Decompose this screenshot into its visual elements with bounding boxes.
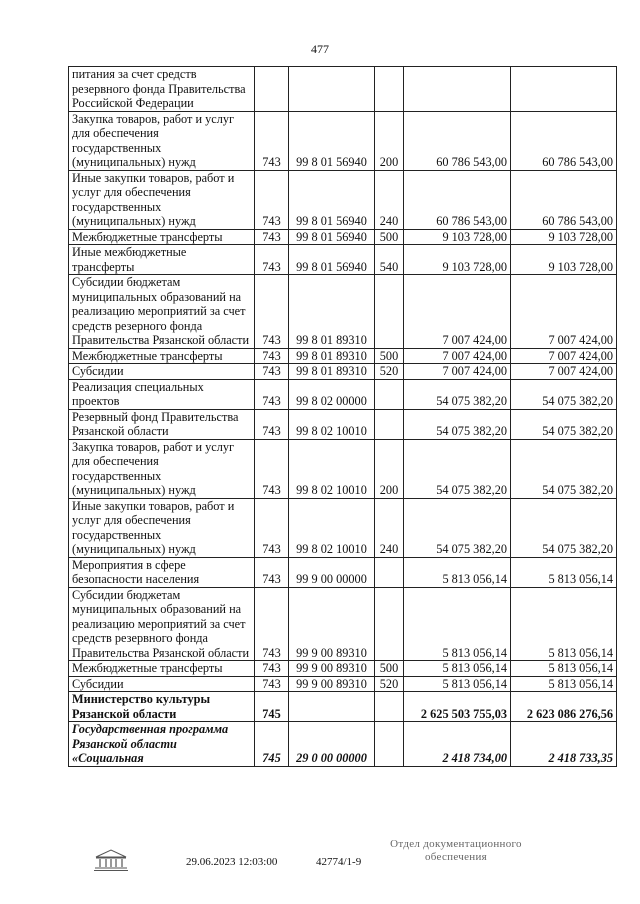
row-sum-2023-cell: 54 075 382,20 [404, 498, 511, 557]
row-org-code-cell: 743 [255, 111, 289, 170]
row-expense-type-cell [375, 692, 404, 722]
row-sum-2024-cell: 60 786 543,00 [511, 170, 617, 229]
row-org-code-cell: 743 [255, 379, 289, 409]
row-name-cell: Реализация специальных проектов [69, 379, 255, 409]
row-expense-type-cell [375, 379, 404, 409]
row-sum-2024-cell: 5 813 056,14 [511, 661, 617, 677]
row-sum-2023-cell: 5 813 056,14 [404, 557, 511, 587]
row-target-article-cell [289, 67, 375, 112]
row-target-article-cell: 99 8 01 56940 [289, 245, 375, 275]
row-expense-type-cell: 200 [375, 439, 404, 498]
row-org-code-cell: 743 [255, 170, 289, 229]
row-sum-2024-cell: 54 075 382,20 [511, 439, 617, 498]
row-org-code-cell: 743 [255, 676, 289, 692]
row-expense-type-cell: 500 [375, 348, 404, 364]
row-name-cell: Государственная программа Рязанской области «Социальная [69, 722, 255, 767]
row-sum-2024-cell: 2 623 086 276,56 [511, 692, 617, 722]
row-target-article-cell: 99 8 01 89310 [289, 348, 375, 364]
row-sum-2024-cell: 9 103 728,00 [511, 229, 617, 245]
row-target-article-cell: 99 9 00 89310 [289, 587, 375, 661]
row-name-cell: Межбюджетные трансферты [69, 229, 255, 245]
row-expense-type-cell [375, 587, 404, 661]
row-sum-2023-cell: 7 007 424,00 [404, 348, 511, 364]
row-expense-type-cell: 540 [375, 245, 404, 275]
row-expense-type-cell: 200 [375, 111, 404, 170]
row-target-article-cell [289, 692, 375, 722]
row-sum-2023-cell: 60 786 543,00 [404, 170, 511, 229]
row-sum-2024-cell: 2 418 733,35 [511, 722, 617, 767]
stamp-line-2: обеспечения [424, 851, 488, 863]
footer-date: 29.06.2023 12:03:00 [186, 856, 278, 868]
table-row [69, 498, 617, 557]
row-expense-type-cell [375, 275, 404, 349]
row-expense-type-cell: 520 [375, 676, 404, 692]
table-row [69, 587, 617, 661]
table-row [69, 692, 617, 722]
row-name-cell: Субсидии [69, 676, 255, 692]
row-sum-2024-cell: 5 813 056,14 [511, 587, 617, 661]
row-name-cell: питания за счет средств резервного фонда Правительства Российской Федерации [69, 67, 255, 112]
page-number: 477 [311, 42, 329, 56]
table-row [69, 67, 617, 112]
row-sum-2023-cell: 54 075 382,20 [404, 409, 511, 439]
table-row [69, 275, 617, 349]
row-target-article-cell: 99 8 01 56940 [289, 111, 375, 170]
row-target-article-cell: 99 8 02 10010 [289, 439, 375, 498]
row-org-code-cell [255, 67, 289, 112]
row-sum-2024-cell [511, 67, 617, 112]
table-row [69, 661, 617, 677]
row-org-code-cell: 743 [255, 587, 289, 661]
row-sum-2023-cell: 9 103 728,00 [404, 229, 511, 245]
row-expense-type-cell [375, 409, 404, 439]
row-org-code-cell: 743 [255, 364, 289, 380]
row-name-cell: Резервный фонд Правительства Рязанской области [69, 409, 255, 439]
row-org-code-cell: 743 [255, 275, 289, 349]
row-target-article-cell: 99 8 01 89310 [289, 275, 375, 349]
row-sum-2024-cell: 54 075 382,20 [511, 409, 617, 439]
row-target-article-cell: 99 9 00 89310 [289, 676, 375, 692]
row-expense-type-cell: 500 [375, 229, 404, 245]
row-name-cell: Министерство культуры Рязанской области [69, 692, 255, 722]
table-row [69, 348, 617, 364]
row-sum-2023-cell: 9 103 728,00 [404, 245, 511, 275]
row-org-code-cell: 745 [255, 722, 289, 767]
row-sum-2023-cell: 5 813 056,14 [404, 661, 511, 677]
table-row [69, 722, 617, 767]
row-sum-2023-cell: 2 418 734,00 [404, 722, 511, 767]
row-org-code-cell: 743 [255, 245, 289, 275]
row-sum-2024-cell: 5 813 056,14 [511, 676, 617, 692]
table-row [69, 364, 617, 380]
row-target-article-cell: 29 0 00 00000 [289, 722, 375, 767]
row-sum-2023-cell: 7 007 424,00 [404, 364, 511, 380]
row-target-article-cell: 99 8 02 10010 [289, 409, 375, 439]
row-sum-2024-cell: 54 075 382,20 [511, 498, 617, 557]
row-name-cell: Закупка товаров, работ и услуг для обеспечения государственных (муниципальных) нужд [69, 439, 255, 498]
row-name-cell: Закупка товаров, работ и услуг для обеспечения государственных (муниципальных) нужд [69, 111, 255, 170]
stamp-line-1: Отдел документационного [390, 838, 522, 850]
row-name-cell: Субсидии бюджетам муниципальных образований на реализацию мероприятий за счет средств резервного фонда Правительства Рязанской области [69, 587, 255, 661]
row-name-cell: Субсидии бюджетам муниципальных образований на реализацию мероприятий за счет средств резерного фонда Правительства Рязанской области [69, 275, 255, 349]
row-expense-type-cell [375, 557, 404, 587]
row-expense-type-cell: 240 [375, 498, 404, 557]
row-expense-type-cell [375, 722, 404, 767]
row-target-article-cell: 99 8 01 56940 [289, 229, 375, 245]
budget-table-body [69, 67, 617, 767]
row-target-article-cell: 99 9 00 00000 [289, 557, 375, 587]
row-sum-2024-cell: 5 813 056,14 [511, 557, 617, 587]
row-sum-2024-cell: 54 075 382,20 [511, 379, 617, 409]
row-target-article-cell: 99 8 01 89310 [289, 364, 375, 380]
footer-doc-number: 42774/1-9 [316, 856, 362, 868]
row-name-cell: Межбюджетные трансферты [69, 348, 255, 364]
row-org-code-cell: 743 [255, 661, 289, 677]
row-sum-2023-cell: 5 813 056,14 [404, 587, 511, 661]
row-sum-2024-cell: 7 007 424,00 [511, 275, 617, 349]
row-sum-2024-cell: 9 103 728,00 [511, 245, 617, 275]
row-sum-2024-cell: 7 007 424,00 [511, 364, 617, 380]
row-name-cell: Мероприятия в сфере безопасности населения [69, 557, 255, 587]
row-target-article-cell: 99 8 01 56940 [289, 170, 375, 229]
row-name-cell: Иные закупки товаров, работ и услуг для обеспечения государственных (муниципальных) нужд [69, 170, 255, 229]
row-target-article-cell: 99 8 02 10010 [289, 498, 375, 557]
table-row [69, 229, 617, 245]
row-name-cell: Межбюджетные трансферты [69, 661, 255, 677]
row-org-code-cell: 743 [255, 348, 289, 364]
row-sum-2023-cell: 54 075 382,20 [404, 379, 511, 409]
row-org-code-cell: 743 [255, 498, 289, 557]
row-expense-type-cell [375, 67, 404, 112]
table-row [69, 676, 617, 692]
table-row [69, 409, 617, 439]
department-stamp [376, 838, 536, 864]
table-row [69, 111, 617, 170]
row-sum-2023-cell: 2 625 503 755,03 [404, 692, 511, 722]
budget-table [68, 66, 617, 767]
row-target-article-cell: 99 8 02 00000 [289, 379, 375, 409]
row-expense-type-cell: 240 [375, 170, 404, 229]
row-org-code-cell: 745 [255, 692, 289, 722]
row-name-cell: Иные закупки товаров, работ и услуг для обеспечения государственных (муниципальных) нужд [69, 498, 255, 557]
row-expense-type-cell: 520 [375, 364, 404, 380]
table-row [69, 439, 617, 498]
row-sum-2024-cell: 60 786 543,00 [511, 111, 617, 170]
table-row [69, 170, 617, 229]
row-name-cell: Иные межбюджетные трансферты [69, 245, 255, 275]
table-row [69, 557, 617, 587]
row-org-code-cell: 743 [255, 409, 289, 439]
table-row [69, 245, 617, 275]
table-row [69, 379, 617, 409]
row-sum-2023-cell: 60 786 543,00 [404, 111, 511, 170]
row-org-code-cell: 743 [255, 229, 289, 245]
row-name-cell: Субсидии [69, 364, 255, 380]
row-target-article-cell: 99 9 00 89310 [289, 661, 375, 677]
row-sum-2024-cell: 7 007 424,00 [511, 348, 617, 364]
row-sum-2023-cell: 54 075 382,20 [404, 439, 511, 498]
row-sum-2023-cell: 7 007 424,00 [404, 275, 511, 349]
row-sum-2023-cell [404, 67, 511, 112]
row-org-code-cell: 743 [255, 557, 289, 587]
row-sum-2023-cell: 5 813 056,14 [404, 676, 511, 692]
row-org-code-cell: 743 [255, 439, 289, 498]
row-expense-type-cell: 500 [375, 661, 404, 677]
building-logo-icon [92, 848, 130, 872]
